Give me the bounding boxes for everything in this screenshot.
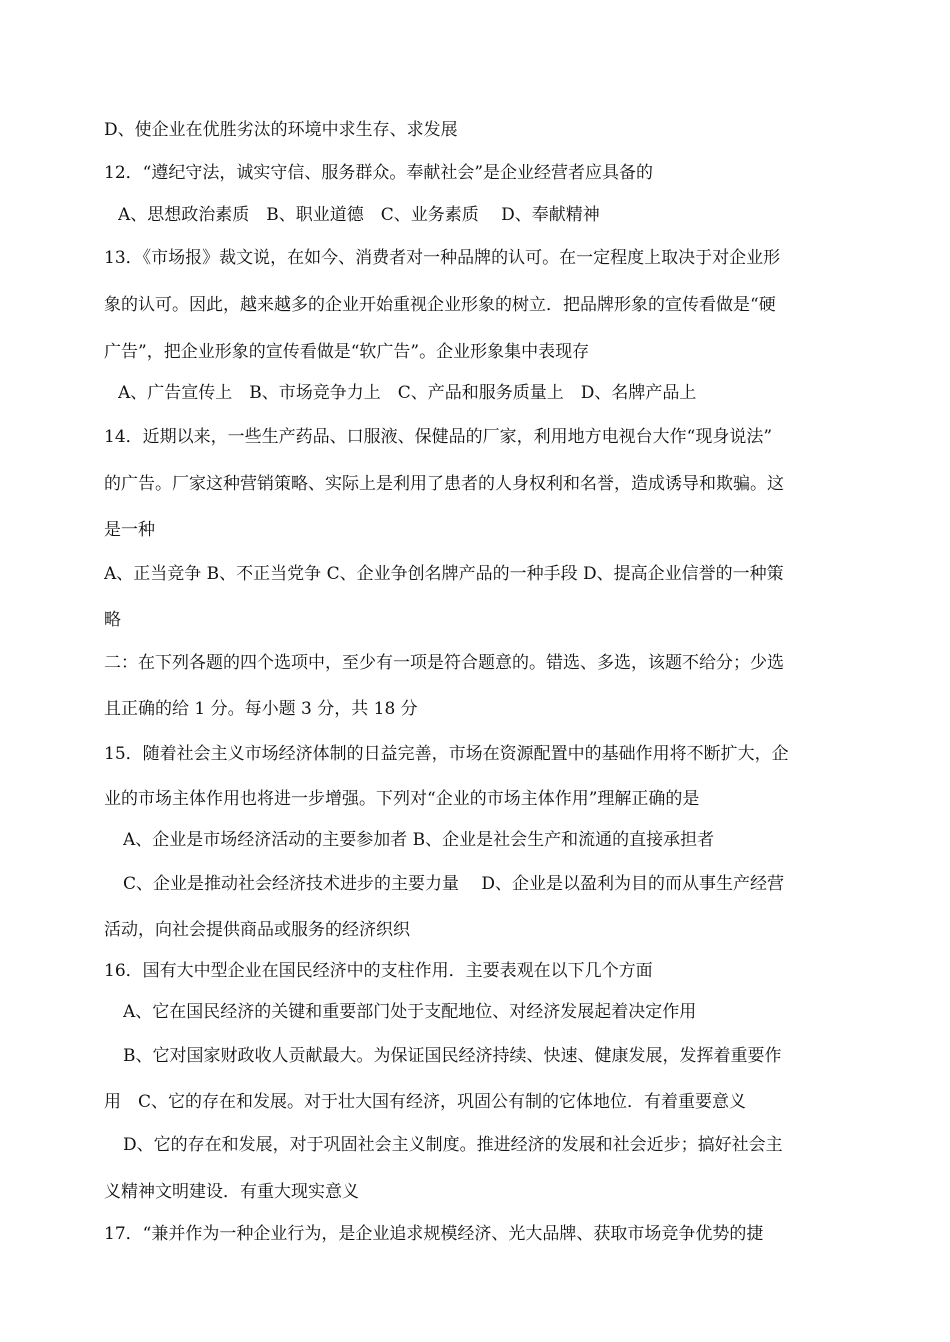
text-line-q16-option-d: D、它的存在和发展，对于巩固社会主义制度。推进经济的发展和社会近步；搞好社会主 xyxy=(123,1135,783,1155)
text-line-q14-options: A、正当竞争 B、不正当党争 C、企业争创名牌产品的一种手段 D、提高企业信誉的一种策 xyxy=(104,564,784,584)
text-line-q11-option-d: D、使企业在优胜劣汰的环境中求生存、求发展 xyxy=(104,120,458,140)
text-line-q14-stem-1: 14．近期以来，一些生产药品、口服液、保健品的厂家，利用地方电视台大作“现身说法” xyxy=(104,427,773,447)
text-line-q15-options-ab: A、企业是市场经济活动的主要参加者 B、企业是社会生产和流通的直接承担者 xyxy=(123,830,715,850)
text-line-section-2-heading-2: 且正确的给 1 分。每小题 3 分，共 18 分 xyxy=(104,699,418,719)
text-line-q16-option-d-cont: 义精神文明建设．有重大现实意义 xyxy=(104,1182,359,1202)
text-line-q13-stem-2: 象的认可。因此，越来越多的企业开始重视企业形象的树立．把品牌形象的宣传看做是“硬 xyxy=(104,295,776,315)
text-line-q12-options: A、思想政治素质 B、职业道德 C、业务素质 D、奉献精神 xyxy=(118,205,600,225)
text-line-q15-options-cd: C、企业是推动社会经济技术进步的主要力量 D、企业是以盈利为目的而从事生产经营 xyxy=(123,874,785,894)
text-line-q16-option-c: 用 C、它的存在和发展。对于壮大国有经济，巩固公有制的它体地位．有着重要意义 xyxy=(104,1092,747,1112)
text-line-q14-stem-3: 是一种 xyxy=(104,520,155,540)
text-line-q14-stem-2: 的广告。厂家这种营销策略、实际上是利用了患者的人身权利和名誉，造成诱导和欺骗。这 xyxy=(104,474,784,494)
text-line-q17-stem: 17．“兼并作为一种企业行为，是企业追求规模经济、光大品牌、获取市场竞争优势的捷 xyxy=(104,1224,764,1244)
text-line-section-2-heading-1: 二：在下列各题的四个选项中，至少有一项是符合题意的。错选、多选，该题不给分；少选 xyxy=(104,653,784,673)
text-line-q16-stem: 16．国有大中型企业在国民经济中的支柱作用．主要表观在以下几个方面 xyxy=(104,961,653,981)
text-line-q15-stem-2: 业的市场主体作用也将进一步增强。下列对“企业的市场主体作用”理解正确的是 xyxy=(104,789,700,809)
text-line-q13-stem-1: 13．《市场报》裁文说，在如今、消费者对一种品牌的认可。在一定程度上取决于对企业形 xyxy=(104,248,781,268)
text-line-q14-options-cont: 略 xyxy=(104,610,121,630)
text-line-q16-option-a: A、它在国民经济的关键和重要部门处于支配地位、对经济发展起着决定作用 xyxy=(123,1002,697,1022)
text-line-q13-stem-3: 广告”，把企业形象的宣传看做是“软广告”。企业形象集中表现存 xyxy=(104,342,590,362)
text-line-q15-stem-1: 15．随着社会主义市场经济体制的日益完善，市场在资源配置中的基础作用将不断扩大，企 xyxy=(104,744,789,764)
text-line-q13-options: A、广告宣传上 B、市场竞争力上 C、产品和服务质量上 D、名牌产品上 xyxy=(118,383,697,403)
text-line-q12-stem: 12．“遵纪守法，诚实守信、服务群众。奉献社会”是企业经营者应具备的 xyxy=(104,163,654,183)
text-line-q15-options-cont: 活动，向社会提供商品或服务的经济织织 xyxy=(104,920,410,940)
text-line-q16-option-b: B、它对国家财政收人贡献最大。为保证国民经济持续、快速、健康发展，发挥着重要作 xyxy=(123,1046,782,1066)
